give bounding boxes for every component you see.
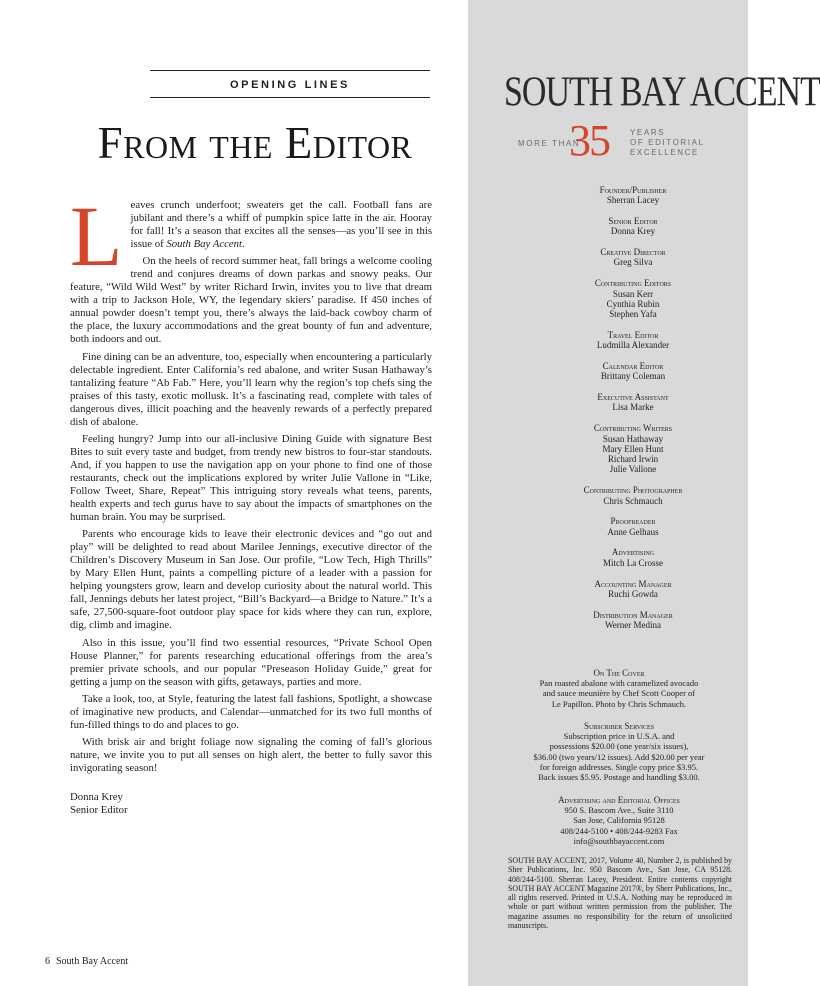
paragraph-4: Feeling hungry? Jump into our all-inclusive Dining Guide with signature Best Bites to suit every taste and budget, from trendy new bistros to four-star standouts. And, if you happen to use the navigation app on your phone to find one of those restaurants, check out the implications explored by writer Julie Vallone in “Like, Follow Tweet, Share, Repeat” This intriguing story reveals what teens, parents, health experts and tech gurus have to say about the impacts of smartphones on the human brain. You may be surprised.	[70, 432, 432, 524]
paragraph-7: Take a look, too, at Style, featuring the latest fall fashions, Spotlight, a showcase of imaginative new products, and Calendar—unmatched for its two full months of fun-filled things to do and places to go.	[70, 692, 432, 731]
page-number: 6	[45, 956, 50, 967]
staff-name: Werner Medina	[605, 619, 661, 630]
staff-role: Founder/Publisher	[599, 185, 667, 195]
staff-name: Lisa Marke	[612, 402, 654, 413]
signoff-title: Senior Editor	[70, 804, 128, 817]
staff-group	[523, 579, 743, 600]
staff-group	[523, 423, 743, 474]
staff-role: Advertising	[611, 547, 655, 558]
subscriber-line: possessions $20.00 (one year/six issues),	[549, 741, 689, 752]
page-title: From the Editor	[97, 118, 413, 168]
staff-name: Ruchi Gowda	[608, 588, 658, 599]
staff-name: Richard Irwin	[607, 454, 659, 465]
staff-group	[523, 278, 743, 319]
paragraph-8: With brisk air and bright foliage now signaling the coming of fall’s glorious nature, we invite you to put all senses on high alert, the better to fully savor this invigorating season!	[70, 735, 432, 774]
staff-role: Contributing Writers	[593, 423, 673, 434]
subscriber-line: Back issues $5.95. Postage and handling $3.00.	[538, 772, 700, 783]
office-line: 950 S. Bascom Ave., Suite 3110	[564, 805, 674, 816]
office-line: San Jose, California 95128	[573, 815, 665, 826]
subscriber-services	[504, 721, 734, 782]
paragraph-6: Also in this issue, you’ll find two essential resources, “Private School Open House Planner,” for parents researching educational offerings from the area’s premier private schools, and our popular “Preseason Holiday Guide,” great for getting a jump on the season with gifts, getaways, parties and more.	[70, 636, 432, 688]
staff-name: Julie Vallone	[609, 464, 657, 475]
signoff	[70, 791, 432, 817]
tagline-line-2: OF EDITORIAL	[630, 138, 705, 147]
staff-name: Cynthia Rubin	[606, 298, 660, 309]
staff-role: Distribution Manager	[593, 609, 673, 620]
staff-name: Mary Ellen Hunt	[602, 443, 664, 454]
subscriber-line: for foreign addresses. Single copy price $3.95.	[539, 761, 699, 772]
staff-role: Travel Editor	[607, 329, 659, 340]
cover-line: Le Papillon. Photo by Chris Schmauch.	[551, 698, 687, 709]
paragraph-1	[70, 188, 432, 284]
staff-group	[523, 361, 743, 382]
staff-role: Calendar Editor	[602, 361, 664, 372]
tagline-line-1: YEARS	[630, 128, 666, 137]
staff-name: Stephen Yafa	[609, 309, 657, 320]
staff-group	[523, 185, 743, 206]
staff-role: Creative Director	[600, 247, 666, 258]
subscriber-line: Subscription price in U.S.A. and	[563, 731, 675, 742]
staff-name: Donna Krey	[610, 226, 656, 237]
staff-group	[523, 216, 743, 237]
staff-name: Chris Schmauch	[603, 495, 663, 506]
staff-role: Executive Assistant	[597, 392, 669, 403]
folio	[45, 956, 128, 967]
staff-role: Senior Editor	[608, 216, 658, 227]
paragraph-3: Fine dining can be an adventure, too, especially when encountering a particularly delectable ingredient. Enter California’s red abalone, and writer Susan Hathaway’s tantalizing feature “Ab Fab.” Here, you’ll learn why the region’s top chefs sing the praises of this tasty, exotic mollusk. It’s a fascinating read, complete with tales of dangerous dives, illicit poaching and the heavenly rewards of a perfectly prepared dish of abalone.	[70, 350, 432, 428]
tagline	[516, 118, 716, 168]
staff-group	[523, 392, 743, 413]
tagline-number: 35	[569, 116, 609, 165]
staff-name: Mitch La Crosse	[603, 557, 663, 568]
offices-title: Advertising and Editorial Offices	[558, 795, 680, 805]
staff-group	[523, 547, 743, 568]
staff-name: Sherran Lacey	[606, 195, 660, 206]
staff-group	[523, 330, 743, 351]
section-label: OPENING LINES	[150, 70, 430, 98]
masthead-panel	[468, 0, 820, 986]
tagline-line-3: EXCELLENCE	[630, 148, 699, 157]
staff-role: Contributing Editors	[594, 278, 672, 289]
editor-letter	[70, 188, 432, 817]
magazine-logo: SOUTH BAY ACCENT	[504, 69, 820, 116]
paragraph-5: Parents who encourage kids to leave their electronic devices and “go out and play” will be delighted to read about Marilee Jennings, executive director of the Children’s Discovery Museum in San Jose. Our profile, “Low Tech, High Thrills” by Mary Ellen Hunt, paints a compelling picture of a leader with a passion for helping youngsters grow, learn and develop curiosity about the natural world. This fall, Jennings debuts her latest project, “Bill’s Backyard—a Bridge to Nature.” It’s a safe, 27,500-square-foot outdoor play space for kids where they can run, explore, dig, climb and imagine.	[70, 528, 432, 632]
staff-role: Contributing Photographer	[583, 485, 683, 496]
publication-name: South Bay Accent	[56, 956, 129, 967]
subscriber-title: Subscriber Services	[583, 721, 655, 731]
paragraph-2: On the heels of record summer heat, fall brings a welcome cooling trend and conjures dreams of down parkas and snowy peaks. Our feature, “Wild Wild West” by writer Richard Irwin, invites you to live that dream with a trip to Jackson Hole, WY, the legendary skiers’ paradise. If 450 inches of annual powder doesn’t tempt you, there’s always the laid-back cowboy charm of the place, the luxury accommodations and the great bounty of fun and adventure, both indoors and out.	[70, 255, 432, 346]
staff-group	[523, 485, 743, 506]
paragraph-1-text: eaves crunch underfoot; sweaters get the call. Football fans are jubilant and there’s a whiff of pumpkin spice latte in the air. Hooray for fall! It’s a season that excites all the senses—as you’ll see in this issue of South Bay Accent.	[130, 199, 432, 251]
office-line: 408/244-5100 • 408/244-9283 Fax	[560, 825, 678, 836]
cover-line: Pan roasted abalone with caramelized avocado	[539, 678, 699, 689]
tagline-text	[630, 128, 705, 158]
legal-notice: SOUTH BAY ACCENT, 2017, Volume 40, Number 2, is published by Sher Publications, Inc. 950 Bascom Ave., San Jose, CA 95128. 408/244-5100. Sherran Lacey, President. Entire contents copyright SOUTH BAY ACCENT Magazine 2017®, by Sherr Publications, Inc., all rights reserved. Printed in U.S.A. Nothing may be reproduced in whole or part without written permission from the publisher. The magazine assumes no responsibility for the return of unsolicited manuscripts.	[508, 856, 732, 931]
office-line: info@southbayaccent.com	[573, 835, 665, 846]
cover-line: and sauce meunière by Chef Scott Cooper of	[542, 688, 696, 699]
staff-name: Susan Kerr	[612, 288, 654, 299]
subscriber-line: $36.00 (two years/12 issues). Add $20.00 per year	[533, 751, 705, 762]
tagline-prefix: MORE THAN	[518, 139, 581, 148]
staff-group	[523, 610, 743, 631]
staff-name: Brittany Coleman	[600, 371, 666, 382]
signoff-name: Donna Krey	[70, 790, 123, 803]
staff-name: Ludmilla Alexander	[596, 340, 670, 351]
drop-cap: L	[70, 188, 123, 284]
staff-group	[523, 516, 743, 537]
staff-role: Proofreader	[610, 516, 656, 527]
office-contact	[504, 795, 734, 846]
staff-name: Anne Gelhaus	[607, 526, 659, 537]
staff-group	[523, 247, 743, 268]
cover-credit	[504, 668, 734, 709]
staff-name: Susan Hathaway	[602, 433, 664, 444]
staff-name: Greg Silva	[613, 257, 653, 268]
cover-title: On The Cover	[593, 668, 645, 678]
staff-role: Accounting Manager	[594, 578, 672, 589]
magazine-name-italic: South Bay Accent	[166, 238, 243, 251]
staff-list	[523, 185, 743, 641]
